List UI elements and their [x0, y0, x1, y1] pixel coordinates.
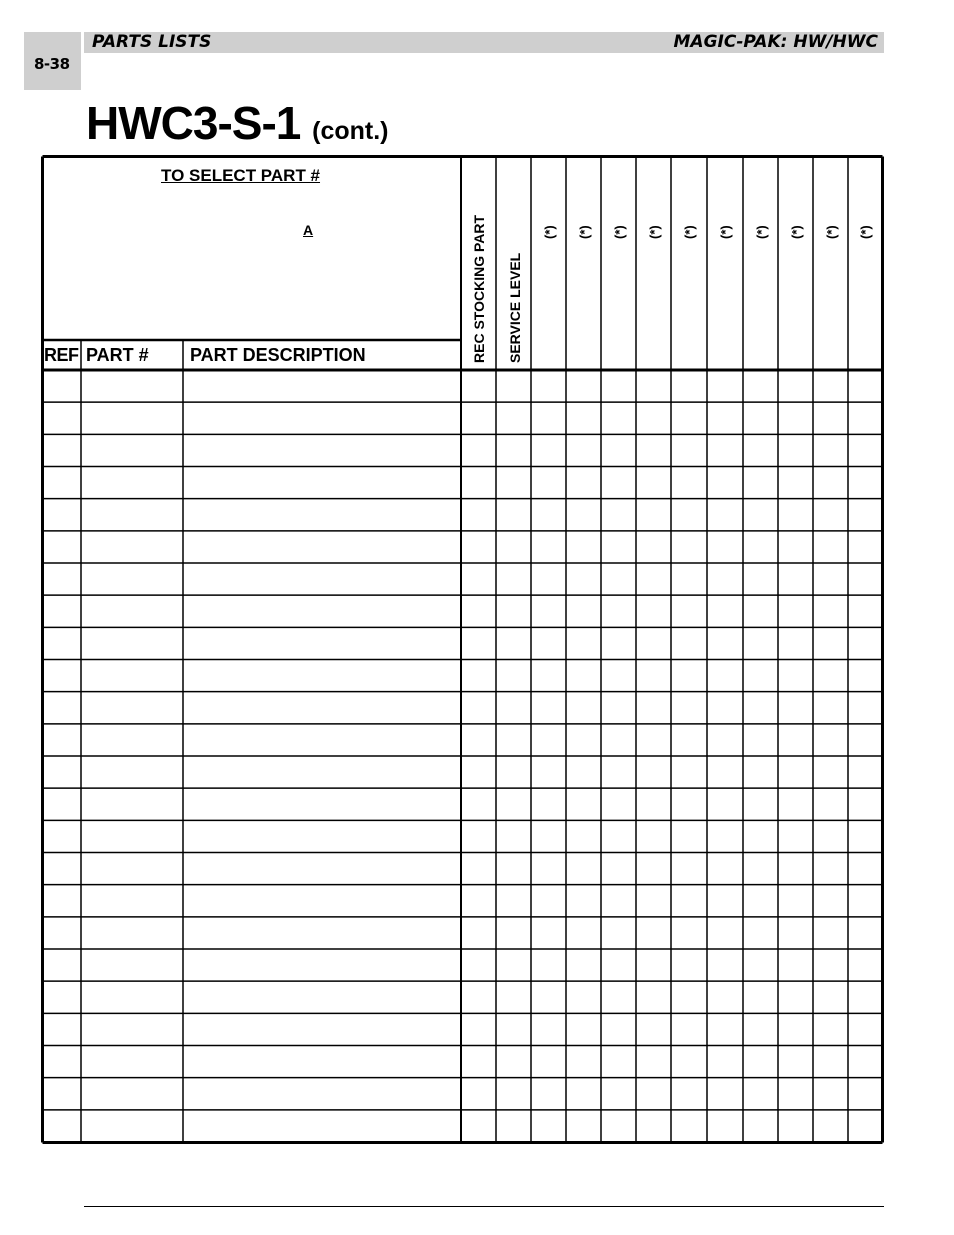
page-number: 8-38	[34, 55, 70, 73]
column-header-rec-stocking-part: REC STOCKING PART	[471, 214, 487, 363]
page-number-tab	[24, 32, 81, 90]
column-header-option: (*)	[753, 225, 769, 239]
column-header-option: (*)	[858, 225, 873, 239]
column-header-option: (*)	[541, 225, 557, 239]
column-header-part-description: PART DESCRIPTION	[190, 345, 366, 365]
product-title: MAGIC-PAK: HW/HWC	[673, 32, 878, 52]
column-header-service-level: SERVICE LEVEL	[507, 252, 523, 363]
parts-list-table	[41, 155, 884, 1144]
column-header-option: (*)	[823, 225, 839, 239]
column-header-option: (*)	[682, 225, 697, 239]
table-grid	[41, 155, 884, 1144]
footer-rule	[84, 1206, 884, 1207]
page-header	[84, 32, 884, 53]
column-header-option: (*)	[788, 225, 804, 239]
column-header-option: (*)	[646, 225, 662, 239]
model-title-text: HWC3-S-1	[86, 97, 301, 149]
column-header-ref: REF	[44, 345, 79, 365]
model-title-suffix: (cont.)	[312, 117, 389, 145]
column-header-part-number: PART #	[86, 345, 149, 365]
select-part-heading: TO SELECT PART #	[161, 166, 321, 185]
section-title: PARTS LISTS	[92, 32, 212, 52]
column-header-option: (*)	[576, 225, 592, 239]
select-part-code: A	[303, 222, 314, 238]
model-title	[86, 95, 389, 159]
column-header-option: (*)	[611, 225, 627, 239]
column-header-option: (*)	[718, 225, 733, 239]
